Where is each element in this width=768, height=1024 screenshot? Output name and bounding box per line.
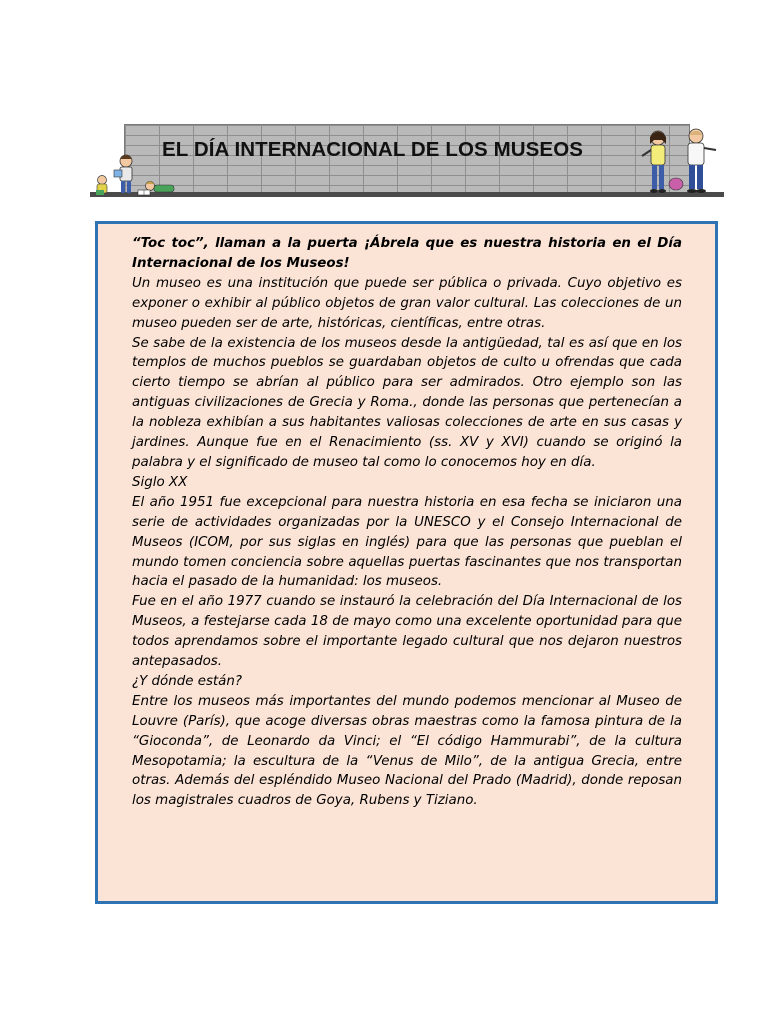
- article-paragraph: El año 1951 fue excepcional para nuestra historia en esa fecha se iniciaron una serie de actividades organizadas por la UNESCO y el Consejo Internacional de Museos (ICOM, por sus siglas en inglés) para que las personas que pueblan el mundo tomen conciencia sobre aquellas puertas fascinantes que nos transportan hacia el pasado de la humanidad: los museos.: [132, 494, 682, 590]
- title-banner: [90, 122, 724, 202]
- article-paragraph: Se sabe de la existencia de los museos desde la antigüedad, tal es así que en los templos de muchos pueblos se guardaban objetos de culto u ofrendas que cada cierto tiempo se abrían al público para ser admirados. Otro ejemplo son las antiguas civilizaciones de Grecia y Roma., donde las personas que pertenecían a la nobleza exhibían a sus habitantes valiosas colecciones de arte en sus casas y jardines. Aunque fue en el Renacimiento (ss. XV y XVI) cuando se originó la palabra y el significado de museo tal como lo conocemos hoy en día.: [132, 335, 682, 470]
- article-body: [132, 234, 682, 811]
- article-box: [95, 221, 718, 904]
- page-title: EL DÍA INTERNACIONAL DE LOS MUSEOS: [162, 138, 584, 161]
- article-subheading: ¿Y dónde están?: [132, 673, 242, 689]
- article-paragraph: Fue en el año 1977 cuando se instauró la celebración del Día Internacional de los Museos, a festejarse cada 18 de mayo como una excelente oportunidad para que todos aprendamos sobre el importante legado cultural que nos dejaron nuestros antepasados.: [132, 594, 682, 670]
- article-paragraph: Un museo es una institución que puede ser pública o privada. Cuyo objetivo es exponer o exhibir al público objetos de gran valor cultural. Las colecciones de un museo pueden ser de arte, históricas, científicas, entre otras.: [132, 275, 682, 331]
- kids-standing-illustration: [634, 126, 726, 198]
- article-paragraph: Entre los museos más importantes del mundo podemos mencionar al Museo de Louvre (París), que acoge diversas obras maestras como la famosa pintura de la “Gioconda”, de Leonardo da Vinci; el “El código Hammurabi”, de la cultura Mesopotamia; la escultura de la “Venus de Milo”, de la antigua Grecia, entre otras. Además del espléndido Museo Nacional del Prado (Madrid), donde reposan los magistrales cuadros de Goya, Rubens y Tiziano.: [132, 693, 682, 809]
- banner-ground: [90, 192, 724, 197]
- article-intro: “Toc toc”, llaman a la puerta ¡Ábrela que es nuestra historia en el Día Internacional de los Museos!: [132, 236, 682, 271]
- article-subheading: Siglo XX: [132, 474, 188, 490]
